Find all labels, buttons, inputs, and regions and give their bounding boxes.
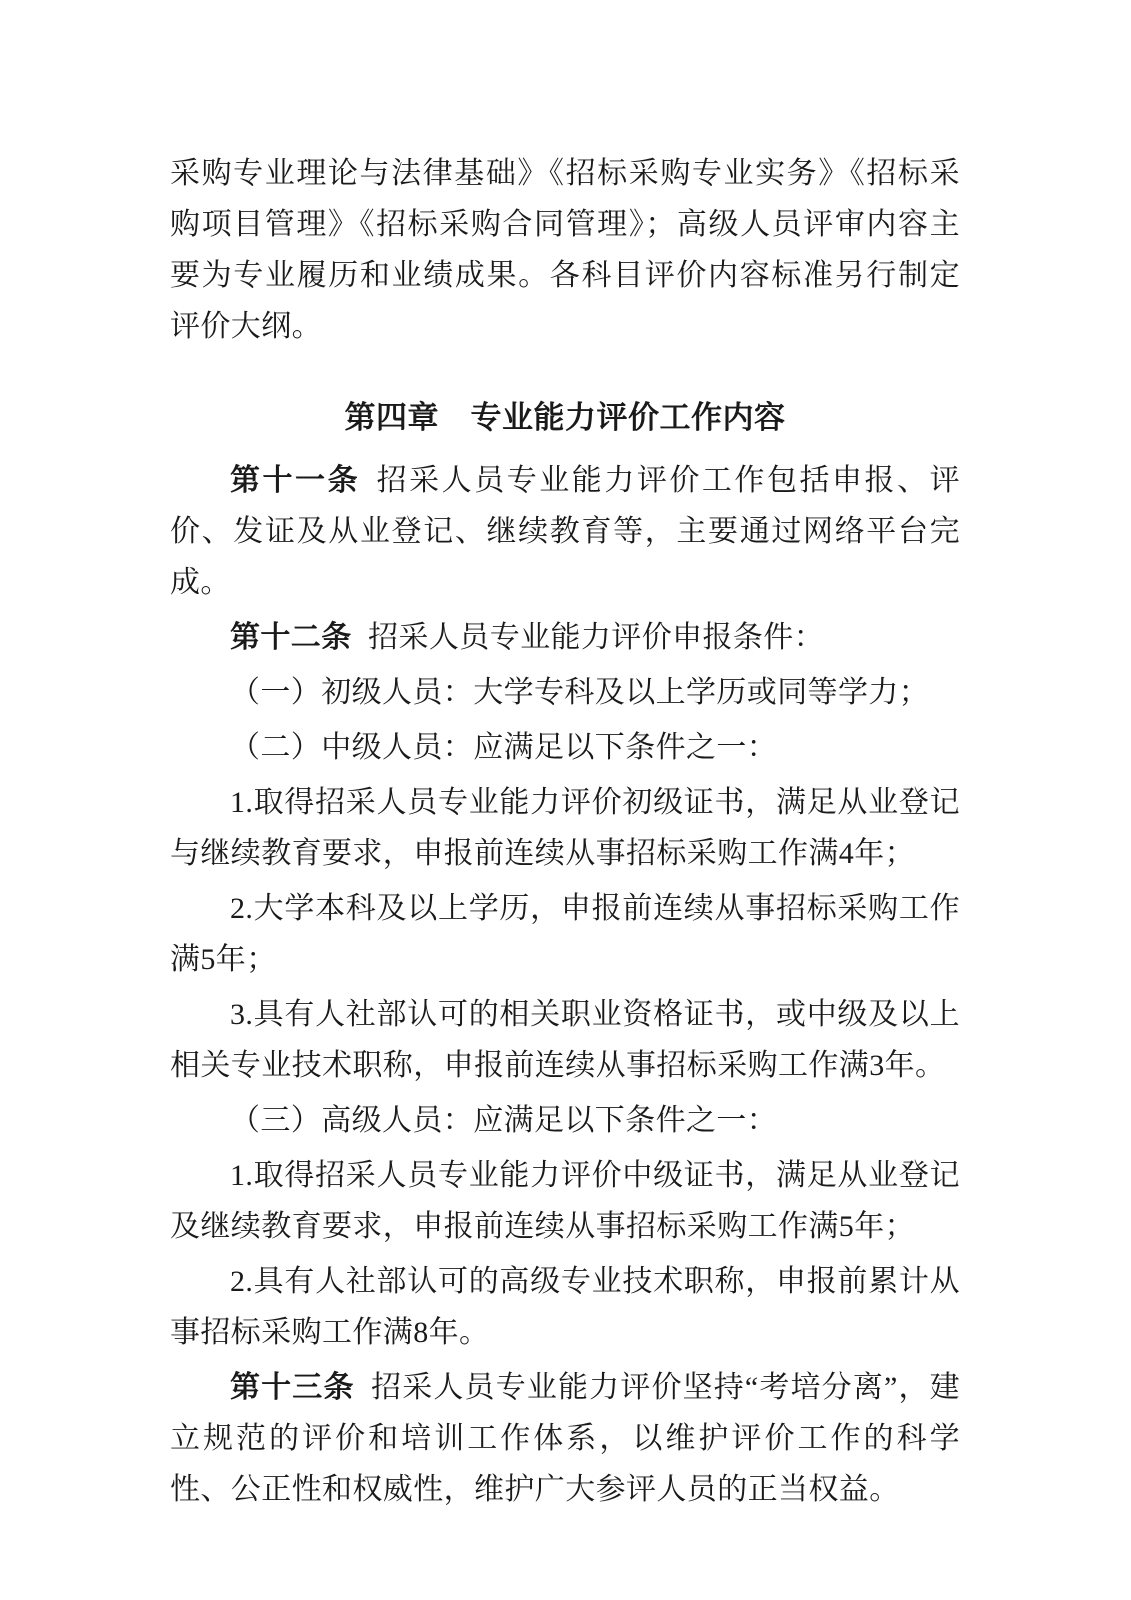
article-11 — [170, 455, 960, 608]
item-intermediate-condition-1: 1.取得招采人员专业能力评价初级证书，满足从业登记与继续教育要求，申报前连续从事招标采购工作满4年； — [170, 786, 960, 870]
article-13 — [170, 1362, 960, 1515]
article-11-text: 招采人员专业能力评价工作包括申报、评价、发证及从业登记、继续教育等，主要通过网络平台完成。 — [170, 464, 960, 599]
item-intermediate-condition-2: 2.大学本科及以上学历，申报前连续从事招标采购工作满5年； — [170, 892, 960, 976]
item-intermediate: （二）中级人员：应满足以下条件之一： — [230, 731, 778, 764]
item-senior-condition-1: 1.取得招采人员专业能力评价中级证书，满足从业登记及继续教育要求，申报前连续从事招标采购工作满5年； — [170, 1159, 960, 1243]
article-12 — [170, 612, 960, 663]
item-intermediate-condition-3: 3.具有人社部认可的相关职业资格证书，或中级及以上相关专业技术职称，申报前连续从事招标采购工作满3年。 — [170, 998, 960, 1082]
article-12-number: 第十二条 — [230, 621, 352, 654]
article-13-number: 第十三条 — [230, 1371, 355, 1404]
item-junior: （一）初级人员：大学专科及以上学历或同等学力； — [230, 676, 930, 709]
chapter-heading: 第四章 专业能力评价工作内容 — [344, 400, 786, 435]
article-12-text: 招采人员专业能力评价申报条件： — [368, 621, 825, 654]
continuation-paragraph: 采购专业理论与法律基础》《招标采购专业实务》《招标采购项目管理》《招标采购合同管理》；高级人员评审内容主要为专业履历和业绩成果。各科目评价内容标准另行制定评价大纲。 — [170, 157, 960, 343]
article-13-text: 招采人员专业能力评价坚持“考培分离”，建立规范的评价和培训工作体系，以维护评价工作的科学性、公正性和权威性，维护广大参评人员的正当权益。 — [170, 1371, 960, 1506]
item-senior-condition-2: 2.具有人社部认可的高级专业技术职称，申报前累计从事招标采购工作满8年。 — [170, 1265, 960, 1349]
item-senior: （三）高级人员：应满足以下条件之一： — [230, 1104, 778, 1137]
article-11-number: 第十一条 — [230, 464, 361, 497]
